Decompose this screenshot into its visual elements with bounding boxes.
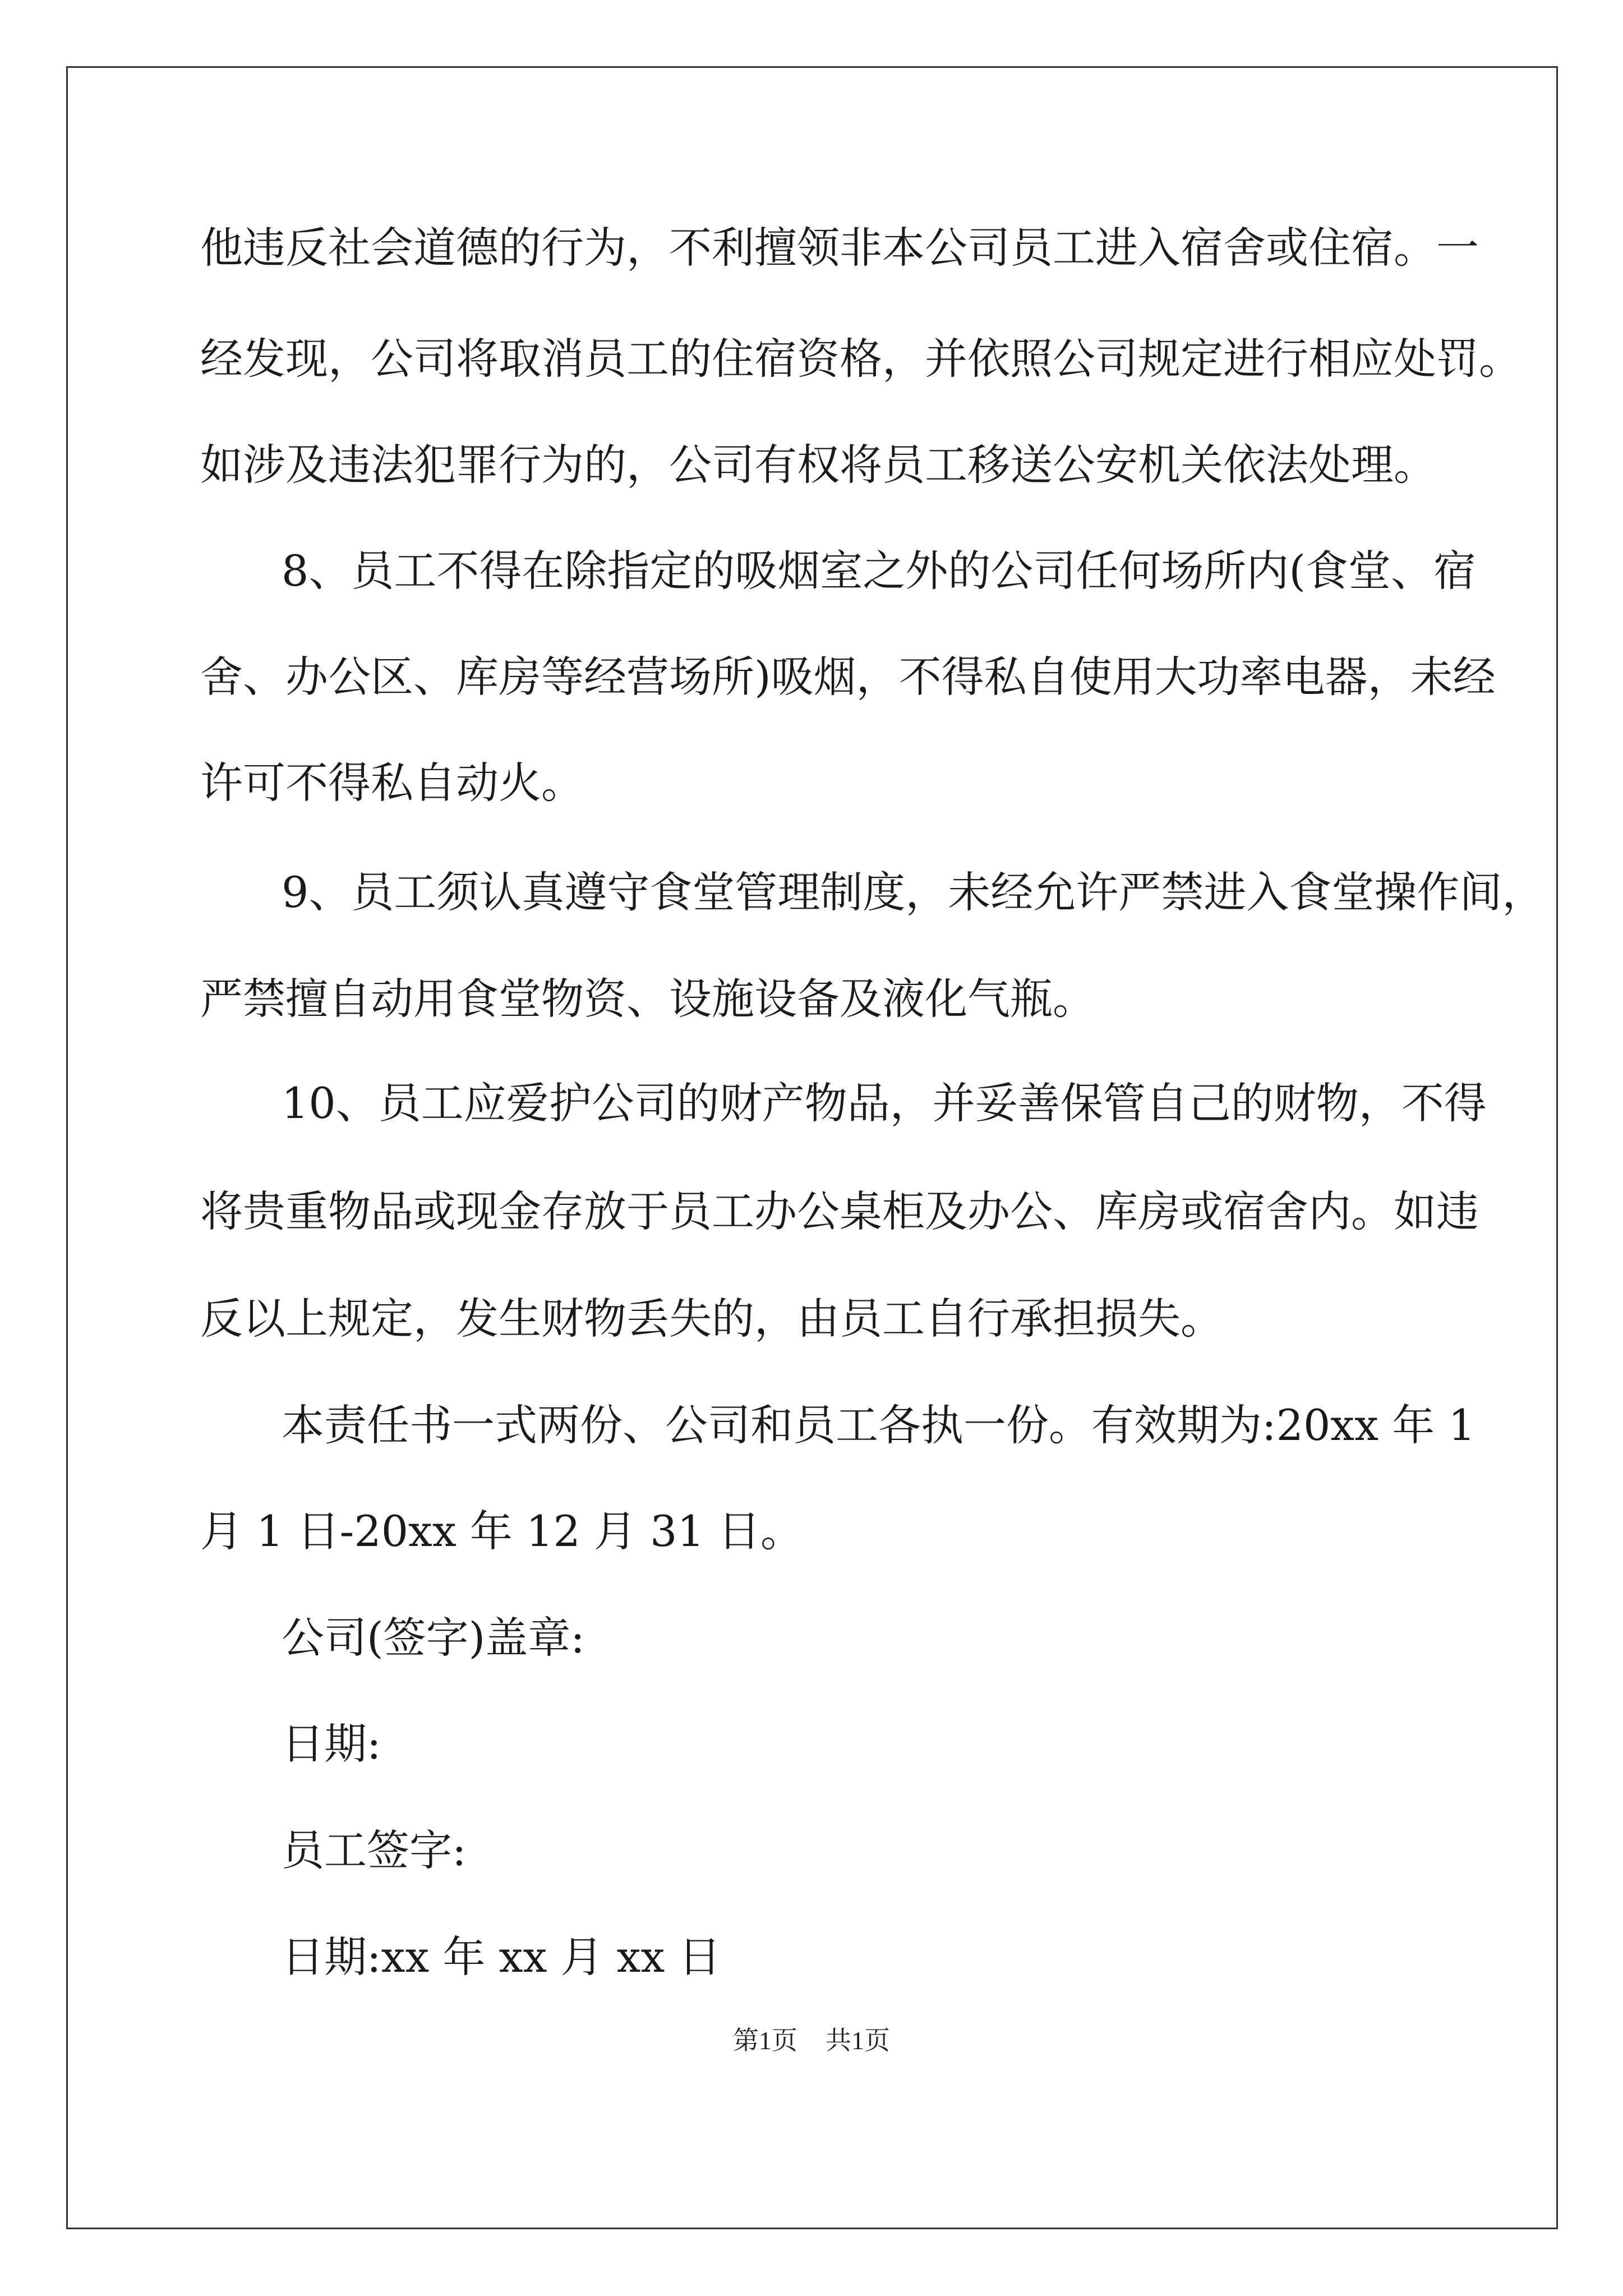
text-line: 舍、办公区、库房等经营场所)吸烟，不得私自使用大功率电器，未经 <box>200 652 1496 702</box>
text-line: 如涉及违法犯罪行为的，公司有权将员工移送公安机关依法处理。 <box>200 440 1436 490</box>
text-line: 8、员工不得在除指定的吸烟室之外的公司任何场所内(食堂、宿 <box>282 546 1477 596</box>
text-line: 本责任书一式两份、公司和员工各执一份。有效期为:20xx 年 1 <box>282 1400 1476 1450</box>
date-filled-label: 日期:xx 年 xx 月 xx 日 <box>282 1932 721 1982</box>
page-number-total: 共1页 <box>826 2026 890 2055</box>
text-line: 10、员工应爱护公司的财产物品，并妥善保管自己的财物，不得 <box>282 1078 1487 1128</box>
text-line: 月 1 日-20xx 年 12 月 31 日。 <box>200 1506 803 1556</box>
page-footer <box>0 2025 1623 2056</box>
page-border <box>66 66 1558 2229</box>
text-line: 他违反社会道德的行为，不利擅领非本公司员工进入宿舍或住宿。一 <box>200 223 1479 273</box>
text-line: 经发现，公司将取消员工的住宿资格，并依照公司规定进行相应处罚。 <box>200 334 1521 384</box>
text-line: 许可不得私自动火。 <box>200 758 584 808</box>
text-line: 反以上规定，发生财物丢失的，由员工自行承担损失。 <box>200 1294 1223 1343</box>
signature-employee-label: 员工签字: <box>282 1825 467 1875</box>
text-line: 9、员工须认真遵守食堂管理制度，未经允许严禁进入食堂操作间， <box>282 867 1545 917</box>
date-label: 日期: <box>282 1719 381 1769</box>
text-line: 严禁擅自动用食堂物资、设施设备及液化气瓶。 <box>200 974 1095 1024</box>
text-line: 将贵重物品或现金存放于员工办公桌柜及办公、库房或宿舍内。如违 <box>200 1186 1479 1236</box>
page-number-current: 第1页 <box>733 2026 797 2055</box>
signature-company-label: 公司(签字)盖章: <box>282 1613 585 1663</box>
